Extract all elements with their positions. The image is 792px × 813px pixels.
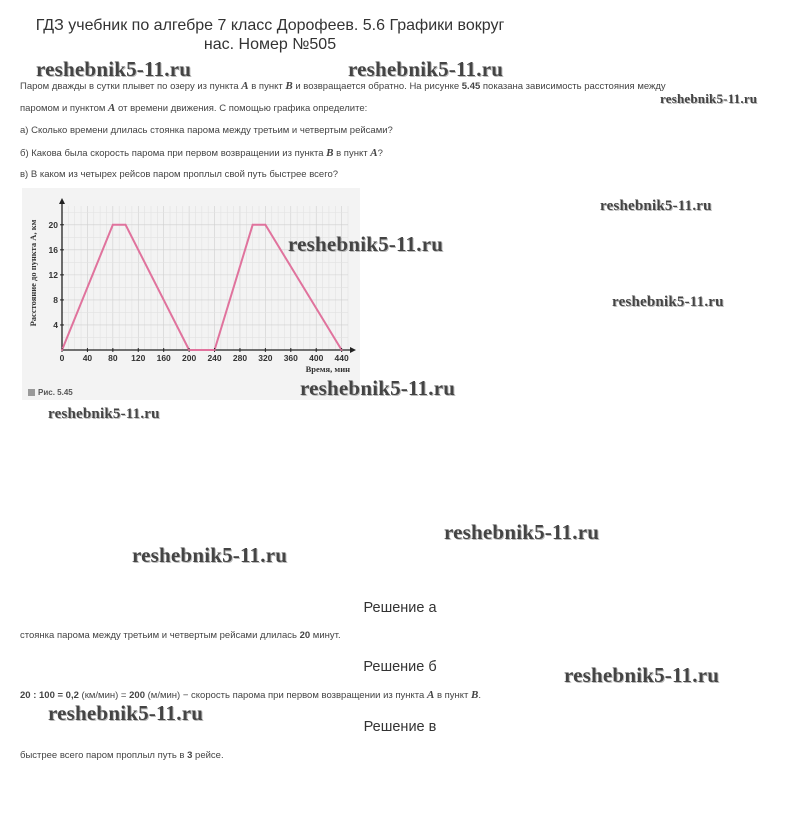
solution-b-text: 20 : 100 = 0,2 (км/мин) = 200 (м/мин) − скорость парома при первом возвращении из пункта A в пункт B. <box>20 689 482 701</box>
watermark: reshebnik5-11.ru <box>48 406 160 422</box>
solution-c-text: быстрее всего паром проплыл путь в 3 рейсе. <box>20 750 224 761</box>
data-point <box>341 349 343 351</box>
x-tick-label: 80 <box>108 353 118 363</box>
var-a: A <box>241 80 249 92</box>
solution-c-heading: Решение в <box>363 719 437 735</box>
page-title <box>0 16 540 54</box>
page-title-line1: ГДЗ учебник по алгебре 7 класс Дорофеев. 5.6 Графики вокруг <box>35 17 505 34</box>
watermark: reshebnik5-11.ru <box>36 57 192 81</box>
data-point <box>61 349 63 351</box>
x-tick-label: 400 <box>309 353 324 363</box>
x-axis-label: Время, мин <box>305 364 350 374</box>
watermark: reshebnik5-11.ru <box>612 294 724 310</box>
y-tick-label: 12 <box>48 269 58 280</box>
x-tick-label: 280 <box>232 353 248 363</box>
y-tick-label: 16 <box>48 244 58 255</box>
figure-5-45 <box>22 188 360 400</box>
figure-caption: Рис. 5.45 <box>28 388 73 397</box>
y-tick-label: 4 <box>53 319 58 330</box>
x-tick-label: 120 <box>131 353 146 363</box>
watermark: reshebnik5-11.ru <box>132 543 288 567</box>
question-a: а) Сколько времени длилась стоянка парома между третьим и четвертым рейсами? <box>20 125 393 136</box>
problem-intro-line1: Паром дважды в сутки плывет по озеру из пункта A в пункт B и возвращается обратно. На рисунке 5.45 показана зависимость расстояния между <box>20 80 666 92</box>
data-point <box>112 224 114 226</box>
solution-a-text: стоянка парома между третьим и четвертым рейсами длилась 20 минут. <box>20 630 341 641</box>
watermark: reshebnik5-11.ru <box>660 91 758 106</box>
solution-b-heading: Решение б <box>363 659 437 675</box>
data-point <box>252 224 254 226</box>
page-title-line2: нас. Номер №505 <box>203 36 337 53</box>
var-b: B <box>285 80 293 92</box>
x-axis-arrow-icon <box>350 347 356 353</box>
x-tick-label: 440 <box>334 353 349 363</box>
watermark: reshebnik5-11.ru <box>348 57 504 81</box>
watermark: reshebnik5-11.ru <box>600 198 712 214</box>
caption-square-icon <box>28 389 35 396</box>
watermark: reshebnik5-11.ru <box>564 663 720 687</box>
watermark: reshebnik5-11.ru <box>300 376 456 400</box>
x-tick-label: 0 <box>59 353 65 363</box>
watermark: reshebnik5-11.ru <box>48 701 204 725</box>
x-tick-label: 160 <box>156 353 171 363</box>
problem-intro-line2: паромом и пунктом A от времени движения. С помощью графика определите: <box>20 102 368 114</box>
solution-a-heading: Решение а <box>363 600 437 616</box>
data-point <box>188 349 190 351</box>
y-tick-label: 20 <box>48 219 58 230</box>
x-tick-label: 320 <box>258 353 273 363</box>
x-tick-label: 360 <box>283 353 298 363</box>
question-b: б) Какова была скорость парома при первом возвращении из пункта B в пункт A? <box>20 147 383 159</box>
y-tick-label: 8 <box>53 294 58 305</box>
watermark: reshebnik5-11.ru <box>444 520 600 544</box>
x-tick-label: 200 <box>182 353 197 363</box>
figure-ref: 5.45 <box>461 81 481 92</box>
data-point <box>125 224 127 226</box>
y-axis-arrow-icon <box>59 198 65 204</box>
y-axis-label: Расстояние до пункта A, км <box>28 219 38 327</box>
watermark: reshebnik5-11.ru <box>288 232 444 256</box>
distance-time-chart <box>22 188 360 400</box>
x-tick-label: 40 <box>82 353 93 363</box>
data-point <box>214 349 216 351</box>
x-tick-label: 240 <box>207 353 222 363</box>
question-c: в) В каком из четырех рейсов паром проплыл свой путь быстрее всего? <box>20 169 339 180</box>
data-point <box>264 224 266 226</box>
